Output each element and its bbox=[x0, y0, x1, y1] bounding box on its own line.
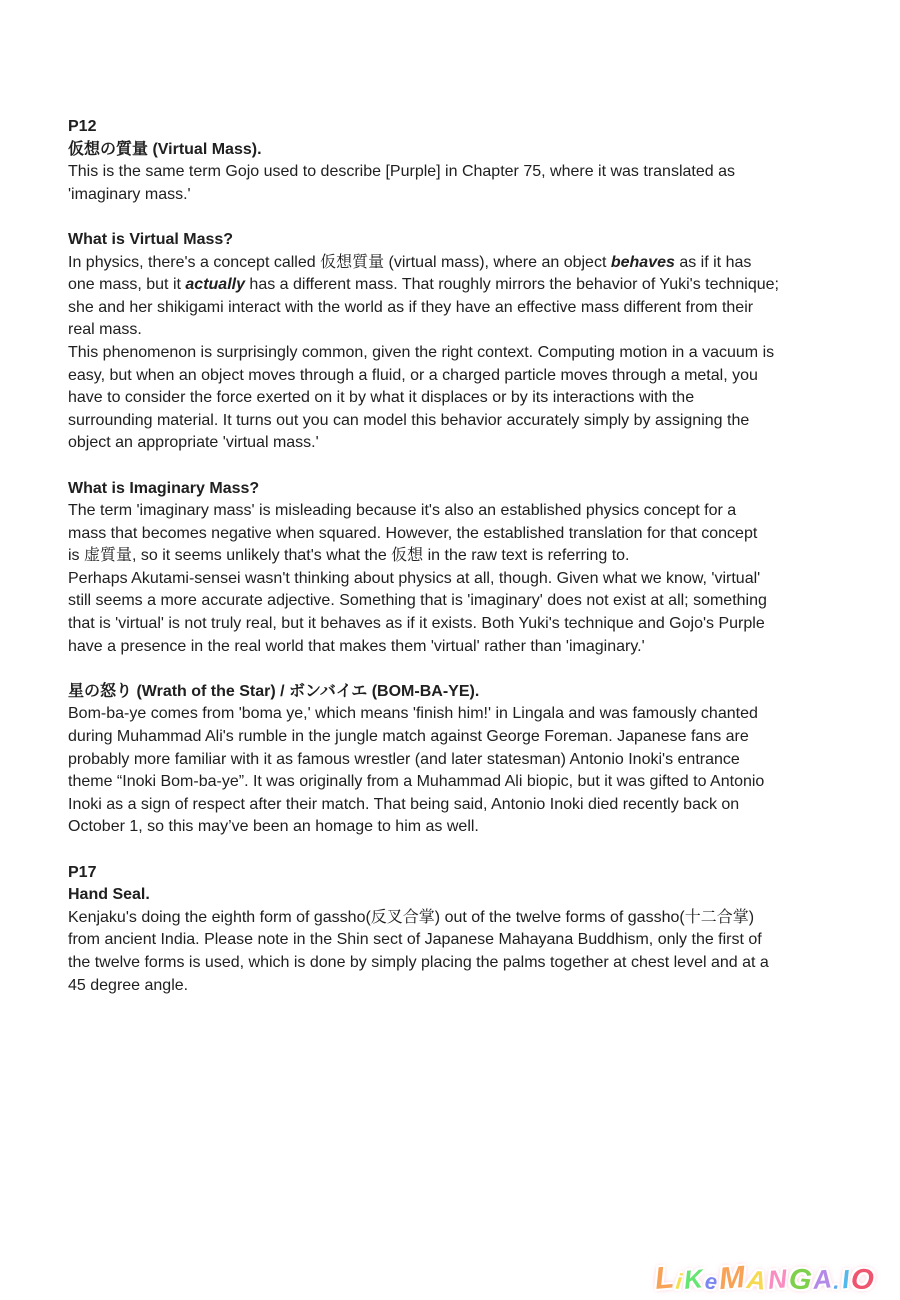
text-line bbox=[68, 907, 868, 930]
text-run: has a different mass. That roughly mirrors the behavior of Yuki's technique; bbox=[244, 276, 779, 294]
likemanga-watermark bbox=[655, 1260, 876, 1296]
text-line bbox=[68, 139, 868, 162]
text-run: mass that becomes negative when squared. However, the established translation for that concept bbox=[68, 524, 758, 542]
text-run: P17 bbox=[68, 863, 97, 881]
section-what-is-virtual-mass bbox=[68, 229, 868, 455]
text-run: actually bbox=[185, 276, 245, 294]
text-run: have to consider the force exerted on it by what it displaces or by its interactions with the bbox=[68, 389, 695, 407]
text-line bbox=[68, 771, 868, 794]
text-line bbox=[68, 636, 868, 659]
text-line bbox=[68, 432, 868, 455]
section-what-is-imaginary-mass bbox=[68, 478, 868, 659]
text-run: is 虚質量, so it seems unlikely that's what the 仮想 in the raw text is referring to. bbox=[68, 547, 630, 565]
text-run: Bom-ba-ye comes from 'boma ye,' which means 'finish him!' in Lingala and was famously chanted bbox=[68, 705, 758, 723]
text-line bbox=[68, 116, 868, 139]
text-line bbox=[68, 523, 868, 546]
document-content bbox=[68, 116, 868, 997]
text-run: P12 bbox=[68, 118, 97, 135]
watermark-letter: I bbox=[840, 1263, 853, 1295]
text-line bbox=[68, 229, 868, 252]
text-run: Perhaps Akutami-sensei wasn't thinking about physics at all, though. Given what we know, 'virtual' bbox=[68, 569, 761, 587]
text-run: one mass, but it bbox=[68, 276, 186, 294]
text-run: object an appropriate 'virtual mass.' bbox=[68, 434, 319, 452]
text-run: Inoki as a sign of respect after their match. That being said, Antonio Inoki died recently back on bbox=[68, 795, 740, 813]
text-run: October 1, so this may’ve been an homage to him as well. bbox=[68, 818, 479, 836]
text-run: This is the same term Gojo used to describe [Purple] in Chapter 75, where it was translated as bbox=[68, 163, 735, 181]
text-line bbox=[68, 161, 868, 184]
text-run: The term 'imaginary mass' is misleading because it's also an established physics concept for a bbox=[68, 502, 737, 520]
text-line bbox=[68, 975, 868, 998]
text-line bbox=[68, 703, 868, 726]
text-run: easy, but when an object moves through a fluid, or a charged particle moves through a metal, you bbox=[68, 366, 758, 384]
text-run: still seems a more accurate adjective. Something that is 'imaginary' does not exist at all; something bbox=[68, 592, 767, 610]
text-run: 星の怒り (Wrath of the Star) / ボンバイエ (BOM-BA-YE). bbox=[68, 682, 480, 700]
text-run: What is Imaginary Mass? bbox=[68, 479, 260, 497]
section-wrath-of-the-star-bom-ba-ye bbox=[68, 681, 868, 839]
text-line bbox=[68, 884, 868, 907]
text-run: that is 'virtual' is not truly real, but it behaves as if it exists. Both Yuki's technique and Gojo's Purple bbox=[68, 615, 765, 633]
text-run: 仮想の質量 (Virtual Mass). bbox=[68, 140, 262, 158]
text-line bbox=[68, 500, 868, 523]
text-line bbox=[68, 410, 868, 433]
text-run: What is Virtual Mass? bbox=[68, 230, 234, 248]
text-line bbox=[68, 387, 868, 410]
watermark-letter: i bbox=[674, 1268, 686, 1295]
text-run: theme “Inoki Bom-ba-ye”. It was originally from a Muhammad Ali biopic, but it was gifted to Antonio bbox=[68, 773, 765, 791]
text-run: 45 degree angle. bbox=[68, 976, 189, 994]
text-line bbox=[68, 365, 868, 388]
text-line bbox=[68, 568, 868, 591]
text-line bbox=[68, 681, 868, 704]
text-line bbox=[68, 749, 868, 772]
text-run: surrounding material. It turns out you can model this behavior accurately simply by assigning the bbox=[68, 411, 750, 429]
text-run: probably more familiar with it as famous wrestler (and later statesman) Antonio Inoki's entrance bbox=[68, 750, 740, 768]
watermark-letter: . bbox=[832, 1268, 844, 1295]
text-line bbox=[68, 929, 868, 952]
text-run: In physics, there's a concept called 仮想質量 (virtual mass), where an object bbox=[68, 253, 611, 271]
text-line bbox=[68, 726, 868, 749]
text-run: as if it has bbox=[674, 253, 752, 271]
watermark-letter: O bbox=[849, 1262, 878, 1298]
watermark-letter: K bbox=[683, 1263, 707, 1295]
text-line bbox=[68, 613, 868, 636]
text-line bbox=[68, 590, 868, 613]
text-run: she and her shikigami interact with the world as if they have an effective mass different from their bbox=[68, 298, 754, 316]
text-line bbox=[68, 274, 868, 297]
text-run: 'imaginary mass.' bbox=[68, 185, 191, 203]
text-line bbox=[68, 252, 868, 275]
text-line bbox=[68, 184, 868, 207]
text-run: have a presence in the real world that makes them 'virtual' rather than 'imaginary.' bbox=[68, 637, 645, 655]
text-line bbox=[68, 862, 868, 885]
watermark-letter: M bbox=[717, 1258, 749, 1297]
text-line bbox=[68, 794, 868, 817]
text-line bbox=[68, 319, 868, 342]
watermark-letter: A bbox=[745, 1263, 770, 1297]
watermark-letter: G bbox=[787, 1262, 815, 1298]
text-run: during Muhammad Ali's rumble in the jungle match against George Foreman. Japanese fans are bbox=[68, 728, 749, 746]
text-run: Kenjaku's doing the eighth form of gassho(反叉合掌) out of the twelve forms of gassho(十二合掌) bbox=[68, 908, 755, 926]
section-p17-hand-seal bbox=[68, 862, 868, 998]
text-line bbox=[68, 952, 868, 975]
section-p12-virtual-mass bbox=[68, 116, 868, 206]
text-line bbox=[68, 478, 868, 501]
text-run: real mass. bbox=[68, 321, 142, 339]
text-run: Hand Seal. bbox=[68, 886, 150, 904]
watermark-letter: e bbox=[703, 1268, 721, 1295]
text-run: from ancient India. Please note in the Shin sect of Japanese Mahayana Buddhism, only the first of bbox=[68, 931, 762, 949]
text-run: behaves bbox=[610, 253, 675, 271]
watermark-letter: A bbox=[811, 1263, 836, 1295]
text-line bbox=[68, 545, 868, 568]
watermark-letter: N bbox=[766, 1263, 790, 1295]
watermark-letter: L bbox=[653, 1259, 678, 1296]
text-line bbox=[68, 297, 868, 320]
text-line bbox=[68, 342, 868, 365]
text-line bbox=[68, 816, 868, 839]
text-run: the twelve forms is used, which is done by simply placing the palms together at chest level and at a bbox=[68, 953, 769, 971]
text-run: This phenomenon is surprisingly common, given the right context. Computing motion in a vacuum is bbox=[68, 343, 775, 361]
